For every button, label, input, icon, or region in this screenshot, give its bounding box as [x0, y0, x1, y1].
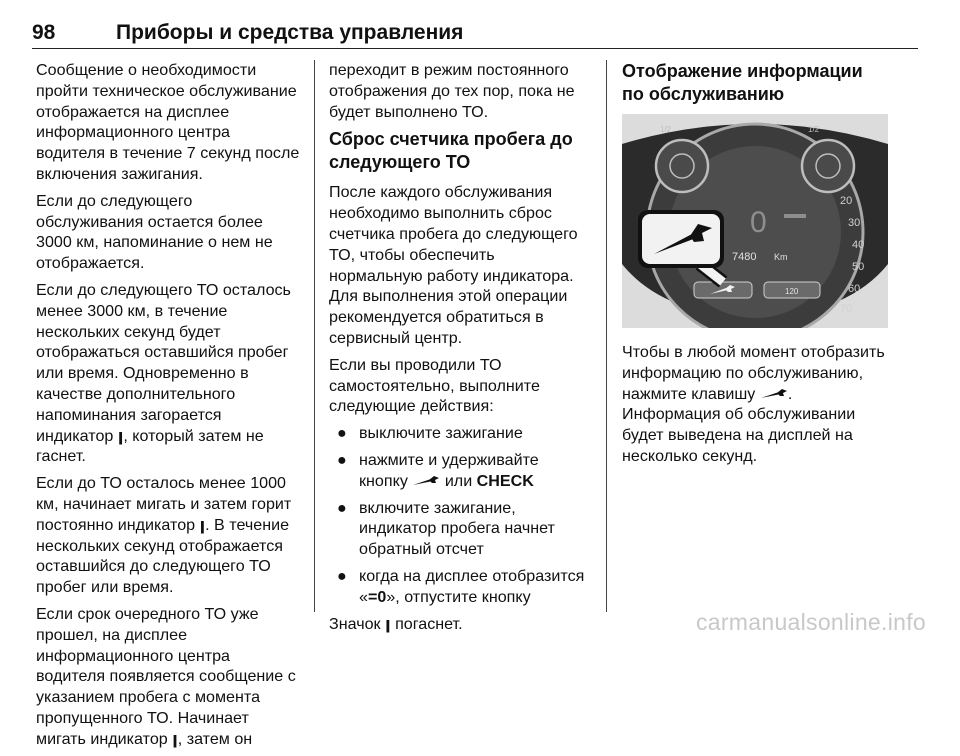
- section-heading: Отображение информации по обслуживанию: [622, 61, 863, 104]
- chapter-title: Приборы и средства управления: [116, 21, 464, 44]
- paragraph: Чтобы в любой момент отобразить информацию по обслуживанию, нажмите клавишу . Информация об обслуживании будет выведена на дисплей на несколько секунд.: [622, 343, 885, 465]
- section-heading: Сброс счетчика пробега до следующего ТО: [329, 129, 573, 173]
- column-3: [622, 60, 888, 473]
- speed-tick: 70: [840, 303, 853, 315]
- paragraph: После каждого обслуживания необходимо выполнить сброс счетчика пробега до следующего ТО, чтобы обеспечить нормальную работу индикатора. Для выполнения этой операции рекомендуется обратиться в сервисный центр.: [329, 183, 578, 347]
- gauge-mark: 1/2: [660, 125, 672, 134]
- temp-gauge-icon: [802, 140, 854, 192]
- wrench-icon: [760, 388, 788, 400]
- page-number: 98: [32, 21, 56, 44]
- odometer-value: 7480: [732, 251, 757, 263]
- display-value: 0: [750, 206, 767, 239]
- column-divider: [606, 60, 607, 612]
- paragraph: Если срок очередного ТО уже прошел, на дисплее информационного центра водителя появляется сообщение с указанием пробега с момента пропущенного ТО. Начинает мигать индикатор ꞁ, затем он: [36, 604, 296, 748]
- list-item: ● выключите зажигание: [337, 424, 523, 443]
- speed-tick: 30: [848, 217, 861, 229]
- instrument-cluster-illustration: [622, 114, 888, 328]
- paragraph: Если до ТО осталось менее 1000 км, начинает мигать и затем горит постоянно индикатор ꞁ. В течение нескольких секунд отображается оставшийся до следующего ТО пробег или время.: [36, 474, 292, 597]
- fuel-gauge-icon: [656, 140, 708, 192]
- check-button-label: CHECK: [476, 471, 534, 490]
- page-header: [32, 8, 918, 49]
- speed-tick: 60: [848, 283, 861, 295]
- paragraph: переходит в режим постоянного отображения до тех пор, пока не будет выполнено ТО.: [329, 61, 575, 121]
- paragraph: Если до следующего обслуживания остается более 3000 км, напоминание о нем не отображается.: [36, 191, 273, 273]
- speed-tick: 40: [852, 239, 865, 251]
- service-indicator-icon: ꞁ: [172, 729, 178, 748]
- column-2: [329, 60, 591, 640]
- speed-tick: 50: [852, 261, 865, 273]
- gauge-mark: 1/2: [808, 125, 820, 134]
- column-1: [36, 60, 302, 756]
- service-indicator-icon: ꞁ: [385, 614, 391, 633]
- paragraph: Если вы проводили ТО самостоятельно, выполните следующие действия:: [329, 355, 540, 416]
- service-indicator-icon: ꞁ: [117, 426, 124, 445]
- service-indicator-icon: ꞁ: [199, 515, 206, 534]
- list-item: ● нажмите и удерживайте кнопку или CHECK: [337, 450, 539, 490]
- paragraph: Если до следующего ТО осталось менее 3000 км, в течение нескольких секунд будет отображаться оставшийся пробег или время. Одновременно в качестве дополнительного напоминания загорается индикатор ꞁ, который затем не гаснет.: [36, 280, 291, 466]
- wrench-icon: [412, 475, 440, 487]
- watermark: carmanualsonline.info: [695, 609, 926, 635]
- list-item: ● включите зажигание, индикатор пробега начнет обратный отсчет: [337, 498, 555, 559]
- list-item: ● когда на дисплее отобразится «=0», отпустите кнопку: [337, 566, 585, 606]
- column-divider: [314, 60, 315, 612]
- odometer-unit: Km: [774, 252, 788, 262]
- paragraph: Сообщение о необходимости пройти техническое обслуживание отображается на дисплее информационного центра водителя в течение 7 секунд после включения зажигания.: [36, 61, 300, 183]
- bottom-button-label: 120: [785, 287, 799, 296]
- paragraph: Значок ꞁ погаснет.: [329, 614, 463, 633]
- speed-tick: 20: [840, 195, 853, 207]
